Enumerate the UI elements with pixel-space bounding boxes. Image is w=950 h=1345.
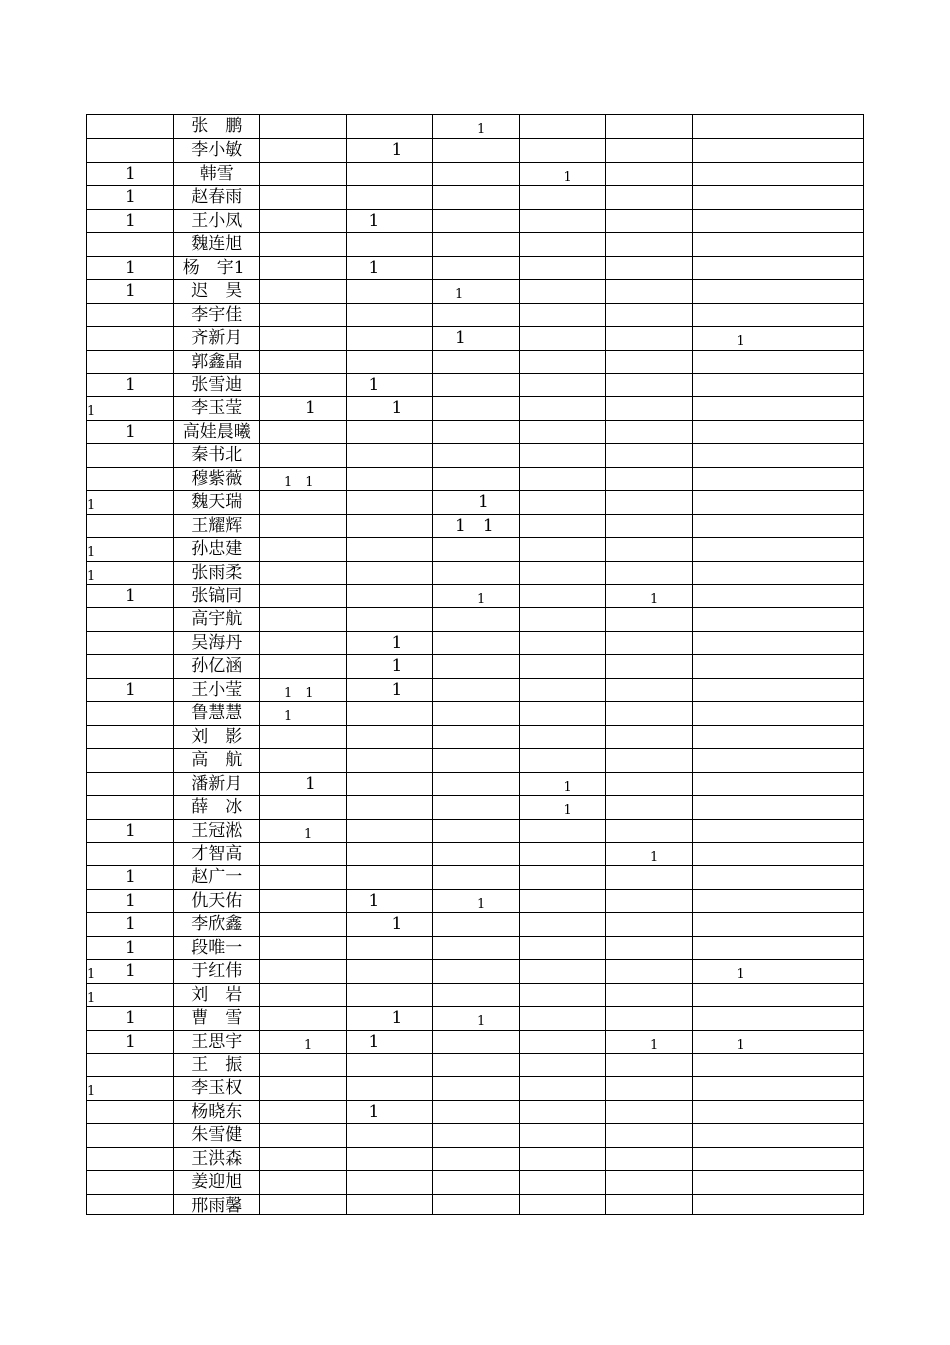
student-name: 齐新月: [191, 328, 243, 349]
flag-cell: 1: [125, 679, 136, 700]
table-row: [87, 350, 863, 373]
flag-cell: 1: [125, 374, 136, 395]
table-row: [87, 420, 863, 443]
table-row: [87, 467, 863, 490]
table-row: [87, 959, 863, 982]
flag-cell: 1: [125, 421, 136, 442]
mark-cell: 1 1: [455, 515, 494, 536]
student-name: 刘 岩: [191, 984, 243, 1005]
table-row: [87, 1076, 863, 1099]
flag-cell: 1: [125, 163, 136, 184]
student-name: 李宇佳: [191, 304, 243, 325]
table-row: [87, 678, 863, 701]
mark-cell: 1: [391, 398, 403, 419]
mark-cell: 1: [650, 592, 659, 607]
mark-cell: 1: [368, 374, 380, 395]
table-row: [87, 983, 863, 1006]
student-name: 张雪迪: [191, 374, 243, 395]
student-name: 李欣鑫: [191, 914, 243, 935]
table-row: [87, 537, 863, 560]
mark-cell: 1: [368, 1031, 380, 1052]
student-name: 李小敏: [191, 140, 243, 161]
mark-cell: 1: [563, 779, 572, 795]
flag-cell: 1: [125, 586, 136, 606]
mark-cell: 1: [563, 803, 572, 819]
mark-cell: 1: [478, 492, 489, 513]
table-row: [87, 561, 863, 584]
mark-cell: 1: [477, 1014, 486, 1030]
mark-cell: 1: [304, 1037, 313, 1053]
mark-cell: 1: [736, 967, 745, 983]
student-name: 杨 宇1: [182, 257, 245, 278]
mark-cell: 1: [563, 169, 572, 185]
table-row: [87, 1194, 863, 1217]
table-row: [87, 396, 863, 419]
table-row: [87, 1006, 863, 1029]
flag-cell: 1: [125, 257, 136, 278]
student-name: 张雨柔: [191, 562, 243, 583]
mark-cell: 1: [391, 679, 403, 700]
mark-cell: 1: [391, 914, 403, 935]
table-row: [87, 795, 863, 818]
table-row: [87, 936, 863, 959]
table-row: [87, 443, 863, 466]
table-row: [87, 772, 863, 795]
mark-cell: 1: [304, 826, 313, 842]
student-name: 张 鹏: [191, 116, 243, 136]
table-row: [87, 631, 863, 654]
flag-cell: 1: [125, 187, 136, 208]
flag-cell: 1: [125, 1031, 136, 1052]
student-name: 刘 影: [191, 726, 243, 747]
mark-cell: 1: [455, 287, 464, 303]
mark-cell: 1: [87, 545, 96, 561]
student-name: 姜迎旭: [191, 1172, 243, 1193]
table-row: [87, 889, 863, 912]
table-row: [87, 1030, 863, 1053]
table-row: [87, 115, 863, 138]
mark-cell: 1: [87, 568, 96, 584]
mark-cell: 1: [391, 1008, 403, 1029]
mark-cell: 1 1: [284, 685, 314, 701]
mark-cell: 1: [477, 122, 486, 137]
table-row: [87, 1123, 863, 1146]
flag-cell: 1: [125, 210, 136, 231]
student-name: 李玉莹: [191, 398, 243, 419]
table-row: [87, 326, 863, 349]
flag-cell: 1: [125, 867, 136, 888]
mark-cell: 1: [650, 1037, 659, 1053]
student-name: 高宇航: [191, 609, 243, 630]
flag-cell: 1: [125, 281, 136, 302]
mark-cell: 1: [736, 334, 745, 350]
student-name: 王冠淞: [191, 820, 243, 841]
student-name: 穆紫薇: [191, 468, 243, 489]
table-row: [87, 842, 863, 865]
student-name: 朱雪健: [191, 1125, 243, 1146]
table-row: [87, 373, 863, 396]
student-name: 薛 冰: [191, 797, 243, 818]
mark-cell: 1: [305, 398, 316, 419]
mark-cell: 1: [305, 773, 316, 794]
flag-cell: 1: [125, 937, 136, 958]
student-name: 孙忠建: [191, 539, 243, 560]
table-row: [87, 232, 863, 255]
student-name: 王 振: [191, 1055, 243, 1075]
mark-cell: 1: [477, 896, 486, 912]
flag-cell: 1: [125, 890, 136, 911]
table-row: [87, 279, 863, 302]
table-row: [87, 607, 863, 630]
table-row: [87, 138, 863, 161]
student-name: 秦书北: [191, 445, 243, 466]
mark-cell: 1: [391, 140, 403, 161]
student-name: 李玉权: [191, 1078, 243, 1099]
student-name: 魏连旭: [191, 234, 243, 255]
mark-cell: 1 1: [284, 474, 314, 490]
mark-cell: 1: [87, 498, 96, 514]
student-name: 才智高: [191, 843, 243, 864]
student-name: 吴海丹: [191, 632, 243, 653]
student-name: 邢雨馨: [191, 1195, 243, 1216]
flag-cell: 1: [125, 1008, 136, 1029]
mark-cell: 1: [391, 632, 403, 653]
table-row: [87, 209, 863, 232]
attendance-table: [86, 114, 864, 1215]
mark-cell: 1: [87, 967, 96, 983]
flag-cell: 1: [125, 820, 136, 841]
mark-cell: 1: [368, 890, 380, 911]
student-name: 赵春雨: [191, 187, 243, 208]
table-row: [87, 701, 863, 724]
mark-cell: 1: [391, 656, 403, 677]
student-name: 韩雪: [199, 163, 234, 184]
student-name: 赵广一: [191, 867, 243, 888]
mark-cell: 1: [477, 592, 486, 607]
table-row: [87, 490, 863, 513]
student-name: 迟 昊: [191, 281, 243, 302]
table-row: [87, 303, 863, 326]
student-name: 王洪森: [191, 1148, 243, 1169]
student-name: 魏天瑞: [191, 492, 243, 513]
table-row: [87, 584, 863, 607]
mark-cell: 1: [284, 709, 293, 725]
mark-cell: 1: [736, 1037, 745, 1053]
table-row: [87, 1100, 863, 1123]
table-row: [87, 1053, 863, 1076]
student-name: 王小凤: [191, 210, 243, 231]
mark-cell: 1: [87, 404, 96, 420]
student-name: 杨晓东: [191, 1101, 243, 1122]
table-row: [87, 819, 863, 842]
student-name: 曹 雪: [191, 1008, 243, 1029]
mark-cell: 1: [87, 1084, 96, 1100]
table-row: [87, 865, 863, 888]
student-name: 高娃晨曦: [182, 421, 251, 442]
flag-cell: 1: [125, 961, 136, 982]
table-row: [87, 912, 863, 935]
table-row: [87, 162, 863, 185]
student-name: 高 航: [191, 750, 243, 771]
table-row: [87, 654, 863, 677]
table-row: [87, 725, 863, 748]
student-name: 王思宇: [191, 1031, 243, 1052]
student-name: 潘新月: [191, 773, 243, 794]
student-name: 郭鑫晶: [191, 351, 243, 372]
student-name: 王耀辉: [191, 515, 243, 536]
table-row: [87, 185, 863, 208]
table-row: [87, 1170, 863, 1193]
student-name: 仇天佑: [191, 890, 243, 911]
table-row: [87, 514, 863, 537]
mark-cell: 1: [650, 849, 659, 865]
student-name: 鲁慧慧: [191, 703, 243, 724]
mark-cell: 1: [455, 328, 466, 349]
mark-cell: 1: [368, 257, 380, 278]
table-row: [87, 256, 863, 279]
mark-cell: 1: [368, 210, 380, 231]
student-name: 于红伟: [191, 961, 243, 982]
table-row: [87, 1147, 863, 1170]
flag-cell: 1: [125, 914, 136, 935]
table-row: [87, 748, 863, 771]
mark-cell: 1: [87, 990, 96, 1006]
student-name: 王小莹: [191, 679, 243, 700]
mark-cell: 1: [368, 1101, 380, 1122]
student-name: 张镐同: [191, 586, 243, 606]
student-name: 段唯一: [191, 937, 243, 958]
student-name: 孙亿涵: [191, 656, 243, 677]
